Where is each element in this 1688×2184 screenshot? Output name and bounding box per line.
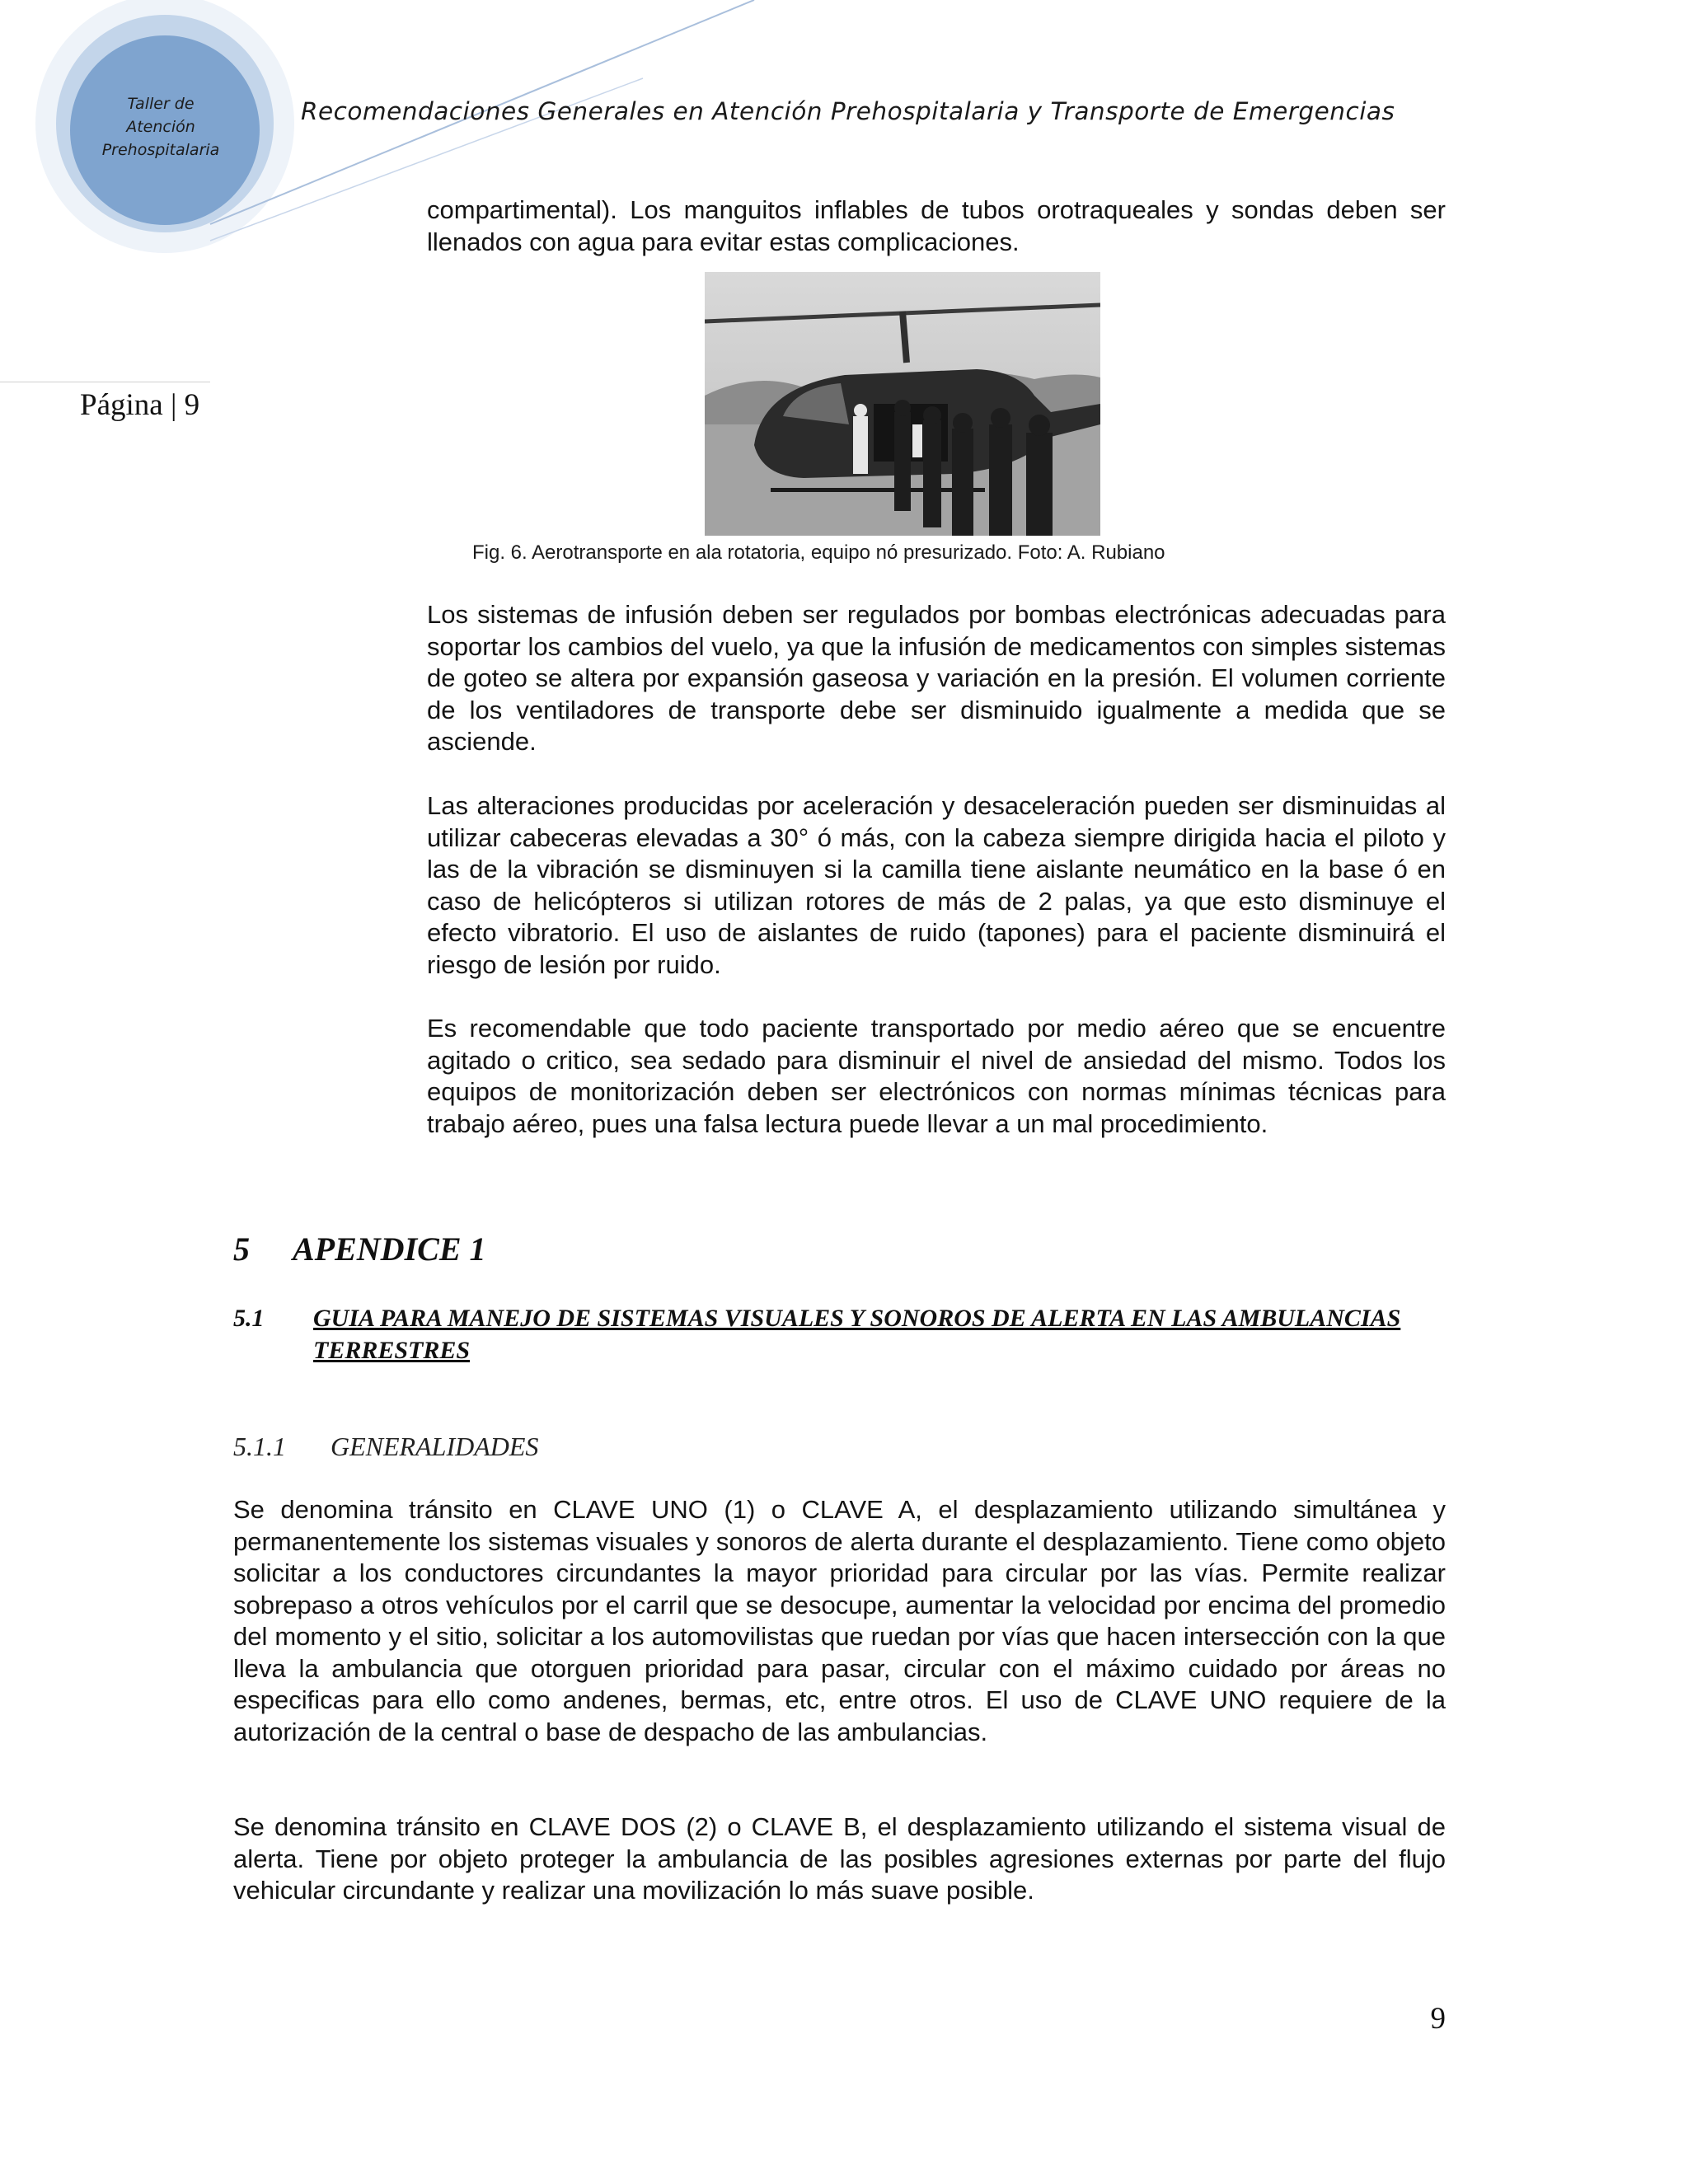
paragraph-clave-dos: Se denomina tránsito en CLAVE DOS (2) o CLAVE B, el desplazamiento utilizando el sistema visual de alerta. Tiene por objeto proteger la ambulancia de las posibles agresiones externas por parte del flujo vehicular circundante y realizar una movilización lo más suave posible.	[233, 1812, 1446, 1905]
section-title: APENDICE 1	[293, 1230, 486, 1268]
section-number: 5	[233, 1230, 250, 1268]
paragraph-recomendable: Es recomendable que todo paciente transportado por medio aéreo que se encuentre agitado o critico, sea sedado para disminuir el nivel de ansiedad del mismo. Todos los equipos de monitorización deben ser electrónicos con normas mínimas técnicas para trabajo aéreo, pues una falsa lectura puede llevar a un mal procedimiento.	[427, 1014, 1446, 1138]
subsection-number: 5.1	[233, 1305, 265, 1332]
logo-line-1: Taller de	[127, 95, 195, 113]
subsubsection-title: GENERALIDADES	[331, 1432, 539, 1461]
paragraph-clave-uno: Se denomina tránsito en CLAVE UNO (1) o CLAVE A, el desplazamiento utilizando simultánea y permanentemente los sistemas visuales y sonoros de alerta durante el desplazamiento. Tiene como objeto solicitar a los conductores circundantes la mayor prioridad para circular por las vías. Permite realizar sobrepaso a otros vehículos por el carril que se desocupe, aumentar la velocidad por encima del promedio del momento y el sitio, solicitar a los automovilistas que ruedan por vías que hacen intersección con la que lleva la ambulancia que otorguen prioridad para pasar, circular con el máximo cuidado por áreas no especificas para ello como andenes, bermas, etc, entre otros. El uso de CLAVE UNO requiere de la autorización de la central o base de despacho de las ambulancias.	[233, 1495, 1446, 1746]
figure-caption: Fig. 6. Aerotransporte en ala rotatoria, equipo nó presurizado. Foto: A. Rubiano	[472, 541, 1165, 564]
subsubsection-heading-5-1-1	[233, 1432, 538, 1462]
subsection-title: GUIA PARA MANEJO DE SISTEMAS VISUALES Y SONOROS DE ALERTA EN LAS AMBULANCIAS TERRESTRES	[313, 1305, 1401, 1364]
helicopter-photo-illustration	[705, 272, 1100, 536]
header-title: Recomendaciones Generales en Atención Prehospitalaria y Transporte de Emergencias	[301, 97, 1395, 125]
section-heading-5	[233, 1230, 486, 1268]
paragraph-compartimental: compartimental). Los manguitos inflables de tubos orotraqueales y sondas deben ser llenados con agua para evitar estas complicaciones.	[427, 195, 1446, 256]
logo-text	[78, 92, 243, 162]
figure-photo-helicopter	[705, 272, 1100, 536]
subsubsection-number: 5.1.1	[233, 1432, 286, 1461]
subsection-heading-5-1	[233, 1302, 1434, 1366]
logo-line-2: Atención	[126, 118, 195, 136]
footer-page-number: 9	[1430, 2002, 1446, 2036]
paragraph-aceleracion: Las alteraciones producidas por aceleración y desaceleración pueden ser disminuidas al utilizar cabeceras elevadas a 30° ó más, con la cabeza siempre dirigida hacia el piloto y las de la vibración se disminuyen si la camilla tiene aislante neumático en la base ó en caso de helicópteros si utilizan rotores de más de 2 palas, ya que esto disminuye el efecto vibratorio. El uso de aislantes de ruido (tapones) para el paciente disminuirá el riesgo de lesión por ruido.	[427, 791, 1446, 979]
logo-line-3: Prehospitalaria	[101, 141, 220, 159]
sidebar-page-label: Página | 9	[80, 388, 200, 422]
paragraph-infusion: Los sistemas de infusión deben ser regulados por bombas electrónicas adecuadas para soportar los cambios del vuelo, ya que la infusión de medicamentos con simples sistemas de goteo se altera por expansión gaseosa y variación en la presión. El volumen corriente de los ventiladores de transporte debe ser disminuido igualmente a medida que se asciende.	[427, 600, 1446, 756]
